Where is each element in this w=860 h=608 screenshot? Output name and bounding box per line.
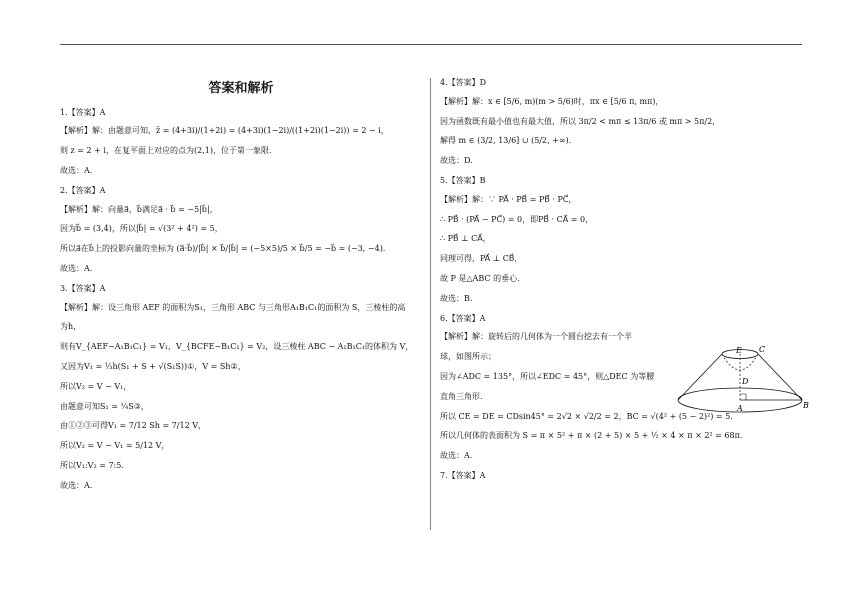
answer-5-line: 同理可得，PA⃗ ⊥ CB⃗，	[440, 254, 523, 264]
right-column	[440, 78, 812, 490]
answer-6-line: 直角三角形.	[440, 391, 483, 401]
answer-2-line: 【解析】解：向量a⃗，b⃗满足a⃗ · b⃗ = −5|b⃗|，	[60, 204, 218, 214]
answer-3-line: 所以V₂ = V − V₁，	[60, 381, 132, 391]
answer-4-line: 故选：D.	[440, 156, 473, 166]
answer-4-head: 4.【答案】D	[440, 78, 487, 87]
answer-1-line: 故选：A.	[60, 165, 93, 175]
answer-5-line: 【解析】解：∵ PA⃗ · PB⃗ = PB⃗ · PC⃗，	[440, 194, 577, 204]
answer-5-line: 故 P 是△ABC 的垂心.	[440, 273, 520, 283]
answer-6-line: 【解析】解：旋转后的几何体为一个圆台挖去有一个半	[440, 332, 632, 342]
right-angle-mark	[740, 394, 746, 400]
left-column	[60, 78, 422, 500]
label-c: C	[759, 346, 766, 354]
answer-4-line: 因为函数既有最小值也有最大值，所以 3π/2 < mπ ≤ 13π/6 或 mπ > 5π/2，	[440, 116, 721, 126]
answer-2-line: 故选：A.	[60, 263, 93, 273]
label-d: D	[742, 377, 749, 386]
answer-5-line: ∴ PB⃗ · (PA⃗ − PC⃗) = 0，即PB⃗ · CA⃗ = 0，	[440, 214, 594, 224]
answer-3-line: 则有V_{AEF−A₁B₁C₁} = V₁，V_{BCFE−B₁C₁} = V₂，设三棱柱 ABC − A₁B₁C₁的体积为 V，	[60, 342, 414, 352]
answer-1-line: 【解析】解：由题意可知，z̄ = (4+3i)/(1+2i) = (4+3i)(1−2i)/((1+2i)(1−2i)) = 2 − i，	[60, 126, 389, 136]
answer-3-line: 为h，	[60, 322, 82, 332]
answer-5-head: 5.【答案】B	[440, 175, 486, 185]
label-a: A	[737, 404, 743, 413]
frustum-left-edge	[678, 354, 722, 400]
answer-6-line: 球，如图所示；	[440, 352, 496, 362]
answer-2-line: 所以a⃗在b⃗上的投影向量的坐标为 (a⃗·b⃗)/|b⃗| × b⃗/|b⃗| = (−5×5)/5 × b⃗/5 = −b⃗ = (−3, −4).	[60, 244, 386, 254]
header-rule	[60, 44, 802, 45]
label-b: B	[803, 401, 809, 410]
answer-3-line: 所以V₂ = V − V₁ = 5/12 V，	[60, 441, 170, 451]
answer-6-head: 6.【答案】A	[440, 313, 486, 323]
answer-3-line: 所以V₁:V₂ = 7:5.	[60, 460, 124, 470]
answer-5-line: 故选：B.	[440, 293, 473, 303]
answer-6-line: 所以几何体的表面积为 S = π × 5² + π × (2 + 5) × 5 + ½ × 4 × π × 2² = 68π.	[440, 431, 743, 441]
answer-2-head: 2.【答案】A	[60, 185, 106, 195]
answer-3-line: 故选：A.	[60, 480, 93, 490]
answer-3-line: 由题意可知S₁ = ¼S③，	[60, 401, 149, 411]
answer-3-line: 由①②③可得V₁ = 7/12 Sh = 7/12 V，	[60, 421, 206, 431]
answer-7-head: 7.【答案】A	[440, 470, 486, 480]
answer-4-line: 【解析】解：x ∈ [5/6, m)(m > 5/6)时，πx ∈ [5/6 π, mπ)，	[440, 96, 664, 106]
label-e: E	[736, 346, 742, 355]
answer-1-head: 1.【答案】A	[60, 107, 106, 117]
frustum-figure	[660, 346, 810, 418]
answer-3-line: 又因为V₁ = ⅓h(S₁ + S + √(S₁S))①，V = Sh②，	[60, 361, 246, 371]
answer-5-line: ∴ PB⃗ ⊥ CA⃗，	[440, 234, 491, 244]
page-title: 答案和解析	[208, 81, 274, 96]
answer-6-line: 故选：A.	[440, 451, 473, 461]
answer-1-line: 则 z = 2 + i，在复平面上对应的点为(2,1)，位于第一象限.	[60, 146, 272, 156]
answer-6-line: 所以 CE = DE = CDsin45° = 2√2 × √2/2 = 2，BC = √(4² + (5 − 2)²) = 5.	[440, 411, 733, 421]
answer-4-line: 解得 m ∈ (3/2, 13/6] ∪ (5/2, +∞).	[440, 136, 572, 146]
frustum-right-edge	[758, 354, 802, 400]
answer-2-line: 因为b⃗ = (3,4)，所以|b⃗| = √(3² + 4²) = 5，	[60, 224, 223, 234]
answer-6-line: 因为∠ADC = 135°，所以∠EDC = 45°，则△DEC 为等腰	[440, 371, 655, 381]
answer-3-head: 3.【答案】A	[60, 283, 106, 293]
column-divider	[430, 78, 431, 530]
answer-3-line: 【解析】解：设三角形 AEF 的面积为S₁，三角形 ABC 与三角形A₁B₁C₁的面积为 S，三棱柱的高	[60, 302, 406, 312]
